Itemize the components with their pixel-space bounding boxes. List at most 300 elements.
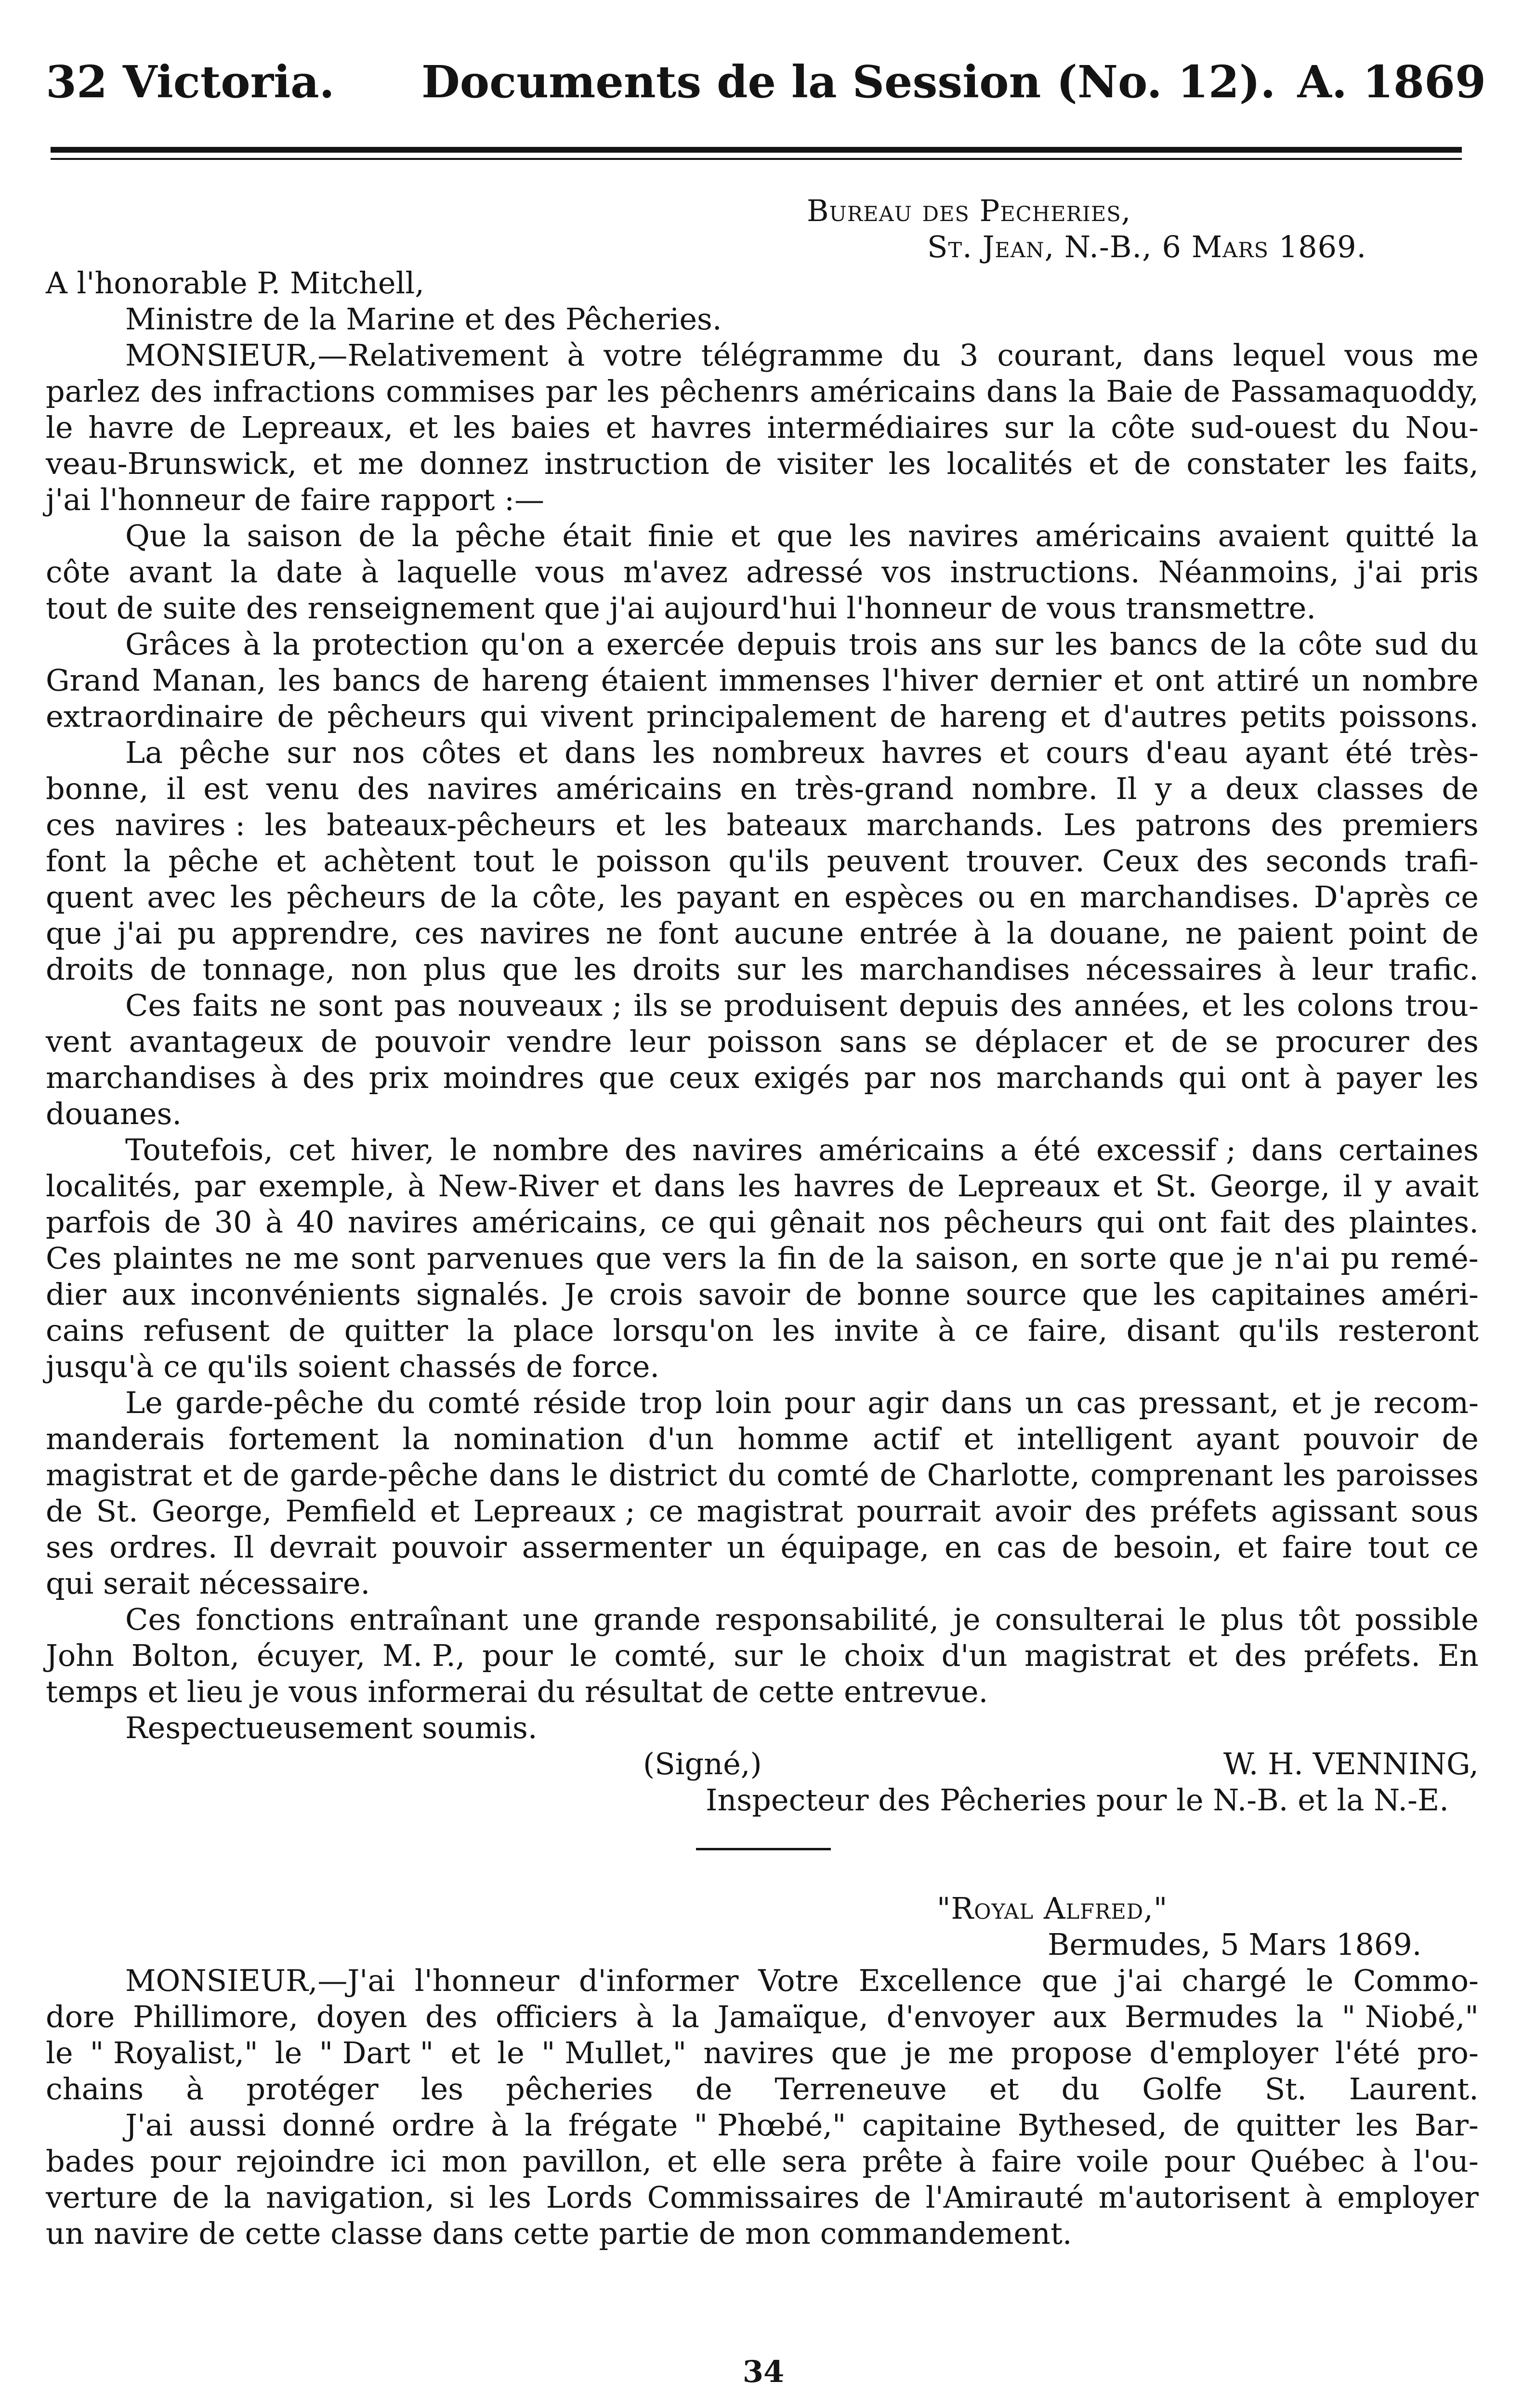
word: vivent: [541, 699, 633, 734]
word: dier: [46, 1277, 106, 1312]
word: que: [1168, 1241, 1225, 1276]
word: par: [864, 1060, 916, 1095]
word: le: [800, 1638, 827, 1673]
word: ont: [1155, 663, 1205, 698]
word: exercée: [606, 627, 725, 662]
letter2-date: Bermudes, 5 Mars 1869.: [1048, 1927, 1422, 1962]
word: été: [1033, 1132, 1081, 1167]
text-line: [46, 1529, 1479, 1565]
word: il: [1343, 1168, 1362, 1204]
text-line: [46, 1999, 1479, 2035]
word: voile: [1077, 2144, 1149, 2179]
word: havres: [793, 1168, 895, 1204]
word: pour: [1164, 2144, 1235, 2179]
word: qui: [708, 1204, 756, 1240]
word: pas: [394, 988, 446, 1023]
word: Il: [1116, 771, 1137, 806]
word: besoin,: [1114, 1530, 1222, 1565]
word: vent: [46, 1024, 112, 1059]
word: les: [230, 879, 273, 915]
word: des: [425, 1999, 478, 2034]
word: la: [672, 1999, 699, 2034]
word: et: [1089, 446, 1118, 481]
word: disant: [1126, 1313, 1220, 1348]
word: Les: [1063, 807, 1116, 842]
word: pu: [1340, 1241, 1379, 1276]
word: de: [874, 2180, 911, 2215]
word: place: [513, 1313, 594, 1348]
word: bonne: [857, 1277, 951, 1312]
word: pêcheries: [506, 2071, 653, 2107]
word: apprendre,: [231, 916, 399, 951]
word: pêchenrs: [660, 374, 800, 409]
word: la: [490, 879, 518, 915]
word: trafic.: [1388, 952, 1479, 987]
word: me: [1432, 338, 1479, 373]
word: petits: [1240, 699, 1326, 734]
word: une: [523, 1602, 579, 1637]
word: des: [1234, 1638, 1287, 1673]
word: les: [607, 374, 650, 409]
word: sur: [734, 1638, 783, 1673]
word: Bolton,: [131, 1638, 240, 1673]
letter2-body: [46, 1963, 1479, 2251]
word: produisent: [723, 988, 888, 1023]
text-line: [46, 2179, 1479, 2215]
word: et: [518, 735, 548, 770]
word: de: [1442, 771, 1479, 806]
word: des: [357, 771, 409, 806]
word: préfets: [1150, 1493, 1258, 1529]
word: d'envoyer: [886, 1999, 1035, 2034]
word: les: [773, 1313, 815, 1348]
word: du: [376, 1385, 415, 1420]
word: tonnage,: [202, 952, 335, 987]
word: ne: [1185, 916, 1222, 951]
word: constater: [1186, 446, 1330, 481]
word: du: [1352, 410, 1390, 445]
word: nomination: [453, 1421, 625, 1456]
word: plus: [423, 952, 486, 987]
text-line: [46, 590, 1479, 626]
word: améri-: [1381, 1277, 1479, 1312]
word: de: [828, 1241, 865, 1276]
word: pêcheurs: [287, 879, 426, 915]
word: je: [1334, 1385, 1361, 1420]
text-line: [46, 1060, 1479, 1096]
header-rule-thin: [51, 158, 1462, 160]
word: laquelle: [397, 554, 517, 589]
word: m'autorisent: [1098, 2180, 1290, 2215]
text-line: [46, 445, 1479, 482]
letter-divider: [46, 1818, 1479, 1876]
word: la: [203, 518, 231, 553]
word: et: [408, 410, 438, 445]
word: d'un: [941, 1638, 1008, 1673]
text-line: [46, 915, 1479, 951]
word: procurer: [1275, 1024, 1409, 1059]
word: avoir: [994, 1493, 1071, 1529]
letter1-body: [46, 337, 1479, 1746]
word: agissant: [1271, 1493, 1397, 1529]
word: nombre: [492, 1132, 609, 1167]
word: le: [570, 1638, 597, 1673]
word: de: [289, 1313, 326, 1348]
text-line: [46, 337, 1479, 373]
word: et: [615, 807, 645, 842]
text-line: [46, 1348, 1479, 1385]
word: M. P.,: [382, 1638, 465, 1673]
word: ne: [605, 916, 643, 951]
word: choix: [844, 1638, 925, 1673]
word: et: [1112, 1168, 1142, 1204]
text-line: [46, 482, 1479, 518]
word: ce: [974, 1313, 1009, 1348]
word: que: [776, 518, 833, 553]
word: Lepreaux ;: [473, 1493, 635, 1529]
word: Baie: [1106, 374, 1173, 409]
word: et: [605, 410, 636, 445]
text-line: [46, 2071, 1479, 2107]
word: poisson: [707, 1024, 822, 1059]
word: actif: [872, 1421, 940, 1456]
word: marchands.: [866, 807, 1044, 842]
word: le: [497, 2035, 525, 2070]
word: des: [1196, 843, 1248, 878]
word: j'ai: [117, 916, 162, 951]
text-line: [46, 771, 1479, 807]
word: de: [1210, 627, 1247, 662]
word: loin: [715, 1385, 772, 1420]
word: du: [727, 1457, 766, 1492]
word: aussi: [189, 2107, 266, 2143]
word: pour: [150, 2144, 221, 2179]
word: des: [1084, 1493, 1137, 1529]
word: visiter: [777, 446, 873, 481]
word: écuyer,: [256, 1638, 366, 1673]
word: vous: [535, 554, 605, 589]
text-line: [46, 1096, 1479, 1132]
word: La: [125, 735, 163, 770]
word: navires: [692, 1132, 803, 1167]
word: étaient: [601, 663, 707, 698]
word: la: [738, 1241, 766, 1276]
word: consulterai: [995, 1602, 1165, 1637]
word: nos: [878, 1204, 931, 1240]
word: sud-ouest: [1190, 410, 1337, 445]
word: à: [973, 916, 991, 951]
word: fin: [777, 1241, 817, 1276]
word: instruction: [544, 446, 709, 481]
word: n'ai: [1274, 1241, 1329, 1276]
header-rule-thick: [51, 147, 1462, 153]
word: garde-pêche: [175, 1385, 364, 1420]
word: de: [277, 699, 314, 734]
word: la: [876, 1241, 904, 1276]
word: saison: [247, 518, 342, 553]
word: de: [695, 2071, 733, 2107]
word: je: [1236, 1241, 1263, 1276]
word: américains: [556, 771, 722, 806]
word: finie: [647, 518, 714, 553]
word: et: [1124, 1024, 1154, 1059]
letter1-from-line2: St. Jean, N.-B., 6 Mars 1869.: [927, 229, 1367, 264]
word: sur: [736, 952, 786, 987]
text-line: [46, 1276, 1479, 1312]
word: trafi-: [1405, 843, 1479, 878]
word: aux: [121, 1277, 176, 1312]
word: savoir: [698, 1277, 790, 1312]
word: Votre: [758, 1963, 839, 1998]
text-line: [46, 409, 1479, 445]
word: seconds: [1265, 843, 1387, 878]
word: du: [1440, 627, 1479, 662]
word: les: [1243, 988, 1286, 1023]
word: ils: [633, 988, 668, 1023]
word: comté: [427, 1385, 521, 1420]
word: John: [46, 1638, 115, 1673]
word: de: [1183, 374, 1221, 409]
word: pressant,: [1139, 1385, 1279, 1420]
word: sur: [1004, 410, 1053, 445]
word: vous: [1344, 338, 1414, 373]
word: parvenues: [426, 1241, 584, 1276]
word: Que: [125, 518, 187, 553]
word: la: [402, 1421, 430, 1456]
word: George,: [151, 1493, 272, 1529]
word: y: [1155, 771, 1172, 806]
word: point: [1348, 916, 1427, 951]
word: ans: [930, 627, 983, 662]
header-volume: 32 Victoria.: [46, 56, 335, 108]
word: je: [904, 2035, 931, 2070]
word: les: [1055, 627, 1098, 662]
text-line: [46, 1565, 1479, 1601]
word: ce: [1444, 1530, 1479, 1565]
word: les: [849, 518, 892, 553]
text-line: [46, 373, 1479, 409]
text-line: [46, 2143, 1479, 2179]
word: de: [358, 518, 395, 553]
word: quitter: [1236, 2107, 1340, 2143]
word: paroisses: [1336, 1457, 1479, 1492]
word: des: [1283, 1204, 1336, 1240]
word: vendre: [507, 1024, 612, 1059]
word: et: [1187, 1638, 1218, 1673]
text-line: [46, 2215, 1479, 2251]
word: des: [1426, 1024, 1479, 1059]
word: sera: [782, 2144, 847, 2179]
word: St.: [96, 1493, 138, 1529]
word: dans: [941, 1385, 1012, 1420]
word: responsabilité,: [715, 1602, 939, 1637]
signed-label: (Signé,): [643, 1746, 762, 1781]
word: plaintes: [113, 1241, 234, 1276]
word: tout de suite des renseignement que j'ai aujourd'hui l'honneur de vous transmettre.: [46, 590, 1316, 626]
word: Bermudes: [1124, 1999, 1278, 2034]
word: elle: [712, 2144, 767, 2179]
word: Pemfield: [285, 1493, 417, 1529]
word: je: [953, 1602, 981, 1637]
text-line: [46, 1240, 1479, 1276]
word: a: [1190, 771, 1208, 806]
word: la: [525, 2107, 552, 2143]
word: à: [567, 338, 585, 373]
word: dans: [564, 735, 636, 770]
word: à: [636, 1999, 654, 2034]
word: que: [595, 1241, 652, 1276]
word: venu: [266, 771, 340, 806]
word: pu: [177, 916, 216, 951]
word: quent: [46, 879, 133, 915]
word: déplacer: [974, 1024, 1107, 1059]
word: douanes.: [46, 1096, 182, 1131]
word: remé-: [1391, 1241, 1479, 1276]
word: dans: [489, 1457, 561, 1492]
word: " Phœbé,": [694, 2107, 846, 2143]
word: principalement: [646, 699, 877, 734]
word: de: [150, 952, 187, 987]
word: les: [620, 879, 663, 915]
word: extraordinaire: [46, 699, 264, 734]
word: de: [880, 1457, 917, 1492]
word: ne: [269, 988, 307, 1023]
word: de: [1134, 446, 1171, 481]
word: que: [502, 952, 558, 987]
word: entraînant: [349, 1602, 508, 1637]
word: sur: [994, 627, 1043, 662]
word: de: [890, 699, 927, 734]
word: Lepreaux,: [241, 410, 394, 445]
word: navires: [347, 1204, 459, 1240]
word: ne: [245, 1241, 282, 1276]
word: la: [1006, 916, 1034, 951]
word: immenses: [719, 663, 870, 698]
word: se: [1225, 1024, 1259, 1059]
running-header: [46, 46, 1486, 118]
word: et: [999, 735, 1029, 770]
word: que: [598, 1060, 655, 1095]
text-line: [46, 626, 1479, 662]
word: le: [275, 2035, 302, 2070]
word: Il: [233, 1530, 254, 1565]
word: les: [1345, 446, 1388, 481]
word: la: [223, 2180, 251, 2215]
word: qui: [480, 699, 528, 734]
word: de: [805, 1277, 842, 1312]
word: sud: [1374, 627, 1429, 662]
word: non: [351, 952, 407, 987]
word: attiré: [1216, 663, 1300, 698]
word: navires: [427, 771, 538, 806]
word: pêcheurs: [327, 699, 467, 734]
word: de: [440, 879, 477, 915]
word: ceux: [669, 1060, 739, 1095]
word: Je: [564, 1277, 594, 1312]
word: achètent: [323, 843, 456, 878]
word: capitaine: [862, 2107, 1002, 2143]
word: trop: [639, 1385, 703, 1420]
word: un: [726, 1530, 765, 1565]
word: de: [725, 446, 762, 481]
word: des: [302, 1060, 355, 1095]
word: St.: [1155, 1168, 1197, 1204]
word: Le: [125, 1385, 163, 1420]
word: bancs: [332, 663, 421, 698]
word: resteront: [1338, 1313, 1479, 1348]
word: veau-Brunswick,: [46, 446, 297, 481]
word: j'ai: [1357, 554, 1402, 589]
word: et: [1060, 699, 1090, 734]
word: bonne,: [46, 771, 149, 806]
word: le: [46, 410, 73, 445]
word: la: [1068, 410, 1096, 445]
word: et: [450, 2035, 481, 2070]
text-line: [46, 2035, 1479, 2071]
word: côtes: [421, 735, 501, 770]
word: par: [545, 374, 597, 409]
word: Golfe: [1142, 2071, 1222, 2107]
word: adressé: [746, 554, 864, 589]
text-line: [46, 734, 1479, 771]
word: ce: [1444, 879, 1479, 915]
word: et: [312, 446, 342, 481]
word: le: [551, 843, 579, 878]
word: recom-: [1373, 1385, 1479, 1420]
word: nouveaux ;: [458, 988, 622, 1023]
word: en: [944, 1530, 982, 1565]
word: et: [1113, 663, 1143, 698]
word: deux: [1225, 771, 1299, 806]
word: bateaux-pêcheurs: [327, 807, 596, 842]
word: d'employer: [1149, 2035, 1318, 2070]
word: Commissaires: [647, 2180, 860, 2215]
word: du: [1061, 2071, 1100, 2107]
word: et: [667, 2144, 697, 2179]
word: cas: [997, 1530, 1047, 1565]
word: nombre.: [971, 771, 1098, 806]
word: j'ai l'honneur de faire rapport :—: [46, 482, 545, 517]
word: à: [361, 554, 379, 589]
word: la: [1296, 1999, 1324, 2034]
word: MONSIEUR,—Relativement: [125, 338, 549, 373]
word: possible: [1355, 1602, 1479, 1637]
word: infractions: [212, 374, 376, 409]
word: était: [562, 518, 631, 553]
word: américains,: [472, 1204, 648, 1240]
word: le: [46, 2035, 73, 2070]
word: l'hiver: [882, 663, 978, 698]
word: aux: [1052, 1999, 1107, 2034]
text-line: [46, 1601, 1479, 1637]
word: qu'ils: [1238, 1313, 1320, 1348]
word: comté: [776, 1457, 869, 1492]
word: de: [320, 1024, 358, 1059]
word: marchands: [996, 1060, 1164, 1095]
word: Terreneuve: [775, 2071, 947, 2107]
word: certaines: [1338, 1132, 1479, 1167]
word: les: [653, 735, 696, 770]
word: tout: [1367, 1530, 1429, 1565]
word: un: [1025, 1385, 1064, 1420]
text-line: [46, 518, 1479, 554]
word: marchandises: [46, 1060, 256, 1095]
word: et: [989, 2071, 1019, 2107]
word: " Mullet,": [541, 2035, 687, 2070]
word: premiers: [1342, 807, 1479, 842]
word: date: [276, 554, 343, 589]
word: font: [658, 916, 719, 951]
